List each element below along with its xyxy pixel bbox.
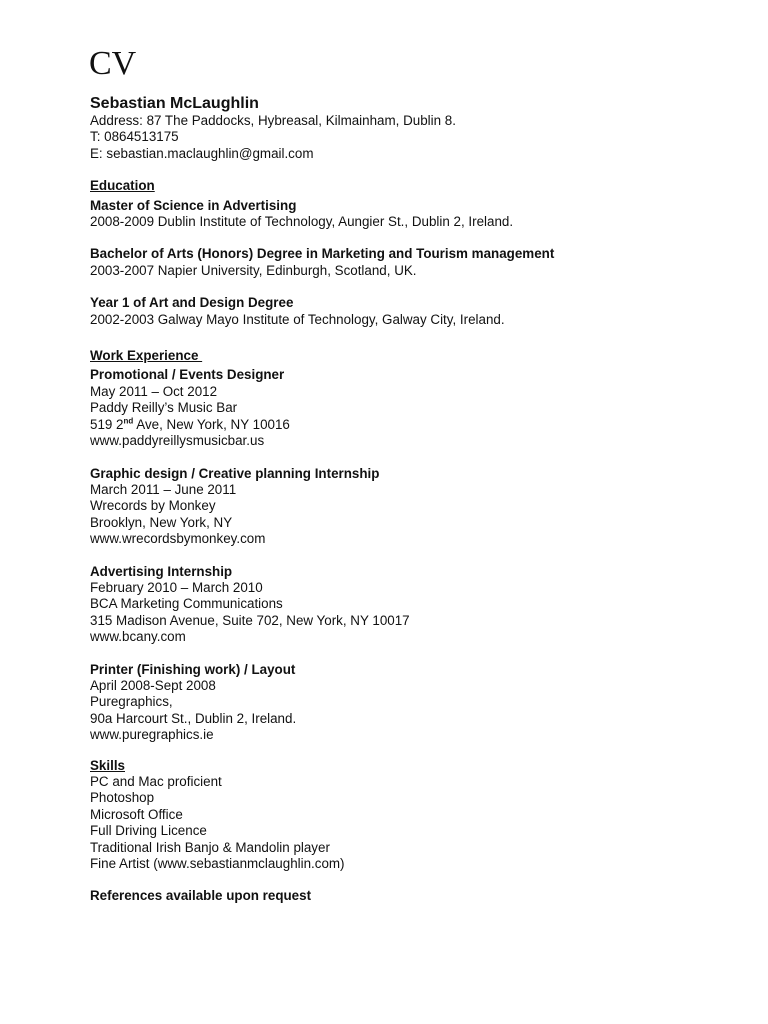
work-item	[90, 564, 730, 646]
job-dates: March 2011 – June 2011	[90, 481, 237, 497]
skill-item: Full Driving Licence	[90, 823, 207, 839]
job-address: Brooklyn, New York, NY	[90, 514, 233, 530]
job-company: Puregraphics,	[90, 694, 173, 710]
skill-item: Photoshop	[90, 790, 155, 806]
section-heading-education: Education	[90, 178, 155, 194]
skill-item: Traditional Irish Banjo & Mandolin player	[90, 839, 330, 855]
education-degree: Year 1 of Art and Design Degree	[90, 295, 294, 311]
job-url: www.wrecordsbymonkey.com	[90, 531, 266, 547]
education-item	[90, 246, 730, 279]
skills-section	[90, 758, 730, 873]
work-item	[90, 662, 730, 744]
work-item	[90, 367, 730, 449]
job-address-part: Ave, New York, NY 10016	[133, 416, 290, 432]
ordinal-suffix: nd	[123, 416, 134, 426]
work-item	[90, 466, 730, 548]
section-heading-work-experience: Work Experience	[90, 348, 203, 364]
contact-phone: T: 0864513175	[90, 129, 179, 145]
work-experience-section	[90, 348, 730, 744]
education-item	[90, 295, 730, 328]
contact-email: E: sebastian.maclaughlin@gmail.com	[90, 145, 314, 161]
education-item	[90, 198, 730, 231]
skill-item: PC and Mac proficient	[90, 774, 222, 789]
job-url: www.puregraphics.ie	[90, 727, 214, 743]
education-detail: 2008-2009 Dublin Institute of Technology, Aungier St., Dublin 2, Ireland.	[90, 214, 514, 230]
job-url: www.bcany.com	[90, 629, 186, 645]
education-detail: 2002-2003 Galway Mayo Institute of Technology, Galway City, Ireland.	[90, 311, 505, 327]
skill-item: Microsoft Office	[90, 806, 183, 822]
job-company: BCA Marketing Communications	[90, 596, 283, 612]
references-note: References available upon request	[90, 888, 312, 904]
education-section	[90, 178, 730, 328]
job-dates: April 2008-Sept 2008	[90, 677, 216, 693]
job-address-part: 519 2	[90, 416, 124, 432]
job-dates: February 2010 – March 2010	[90, 579, 263, 595]
person-name: Sebastian McLaughlin	[90, 95, 259, 112]
job-url: www.paddyreillysmusicbar.us	[90, 433, 265, 449]
education-detail: 2003-2007 Napier University, Edinburgh, Scotland, UK.	[90, 262, 417, 278]
job-address: 315 Madison Avenue, Suite 702, New York, NY 10017	[90, 612, 410, 628]
job-title: Printer (Finishing work) / Layout	[90, 661, 296, 677]
job-address	[90, 417, 730, 433]
contact-address: Address: 87 The Paddocks, Hybreasal, Kilmainham, Dublin 8.	[90, 113, 456, 128]
job-title: Advertising Internship	[90, 563, 233, 579]
job-company: Wrecords by Monkey	[90, 498, 216, 514]
cv-page	[90, 44, 730, 905]
education-degree: Master of Science in Advertising	[90, 197, 297, 213]
section-heading-skills: Skills	[90, 757, 125, 773]
job-address: 90a Harcourt St., Dublin 2, Ireland.	[90, 710, 297, 726]
skill-item: Fine Artist (www.sebastianmclaughlin.com)	[90, 856, 345, 872]
job-title: Promotional / Events Designer	[90, 367, 285, 383]
education-degree: Bachelor of Arts (Honors) Degree in Marketing and Tourism management	[90, 246, 555, 262]
job-title: Graphic design / Creative planning Internship	[90, 465, 380, 481]
job-company: Paddy Reilly’s Music Bar	[90, 400, 238, 416]
job-dates: May 2011 – Oct 2012	[90, 383, 218, 399]
document-title: CV	[89, 45, 137, 82]
